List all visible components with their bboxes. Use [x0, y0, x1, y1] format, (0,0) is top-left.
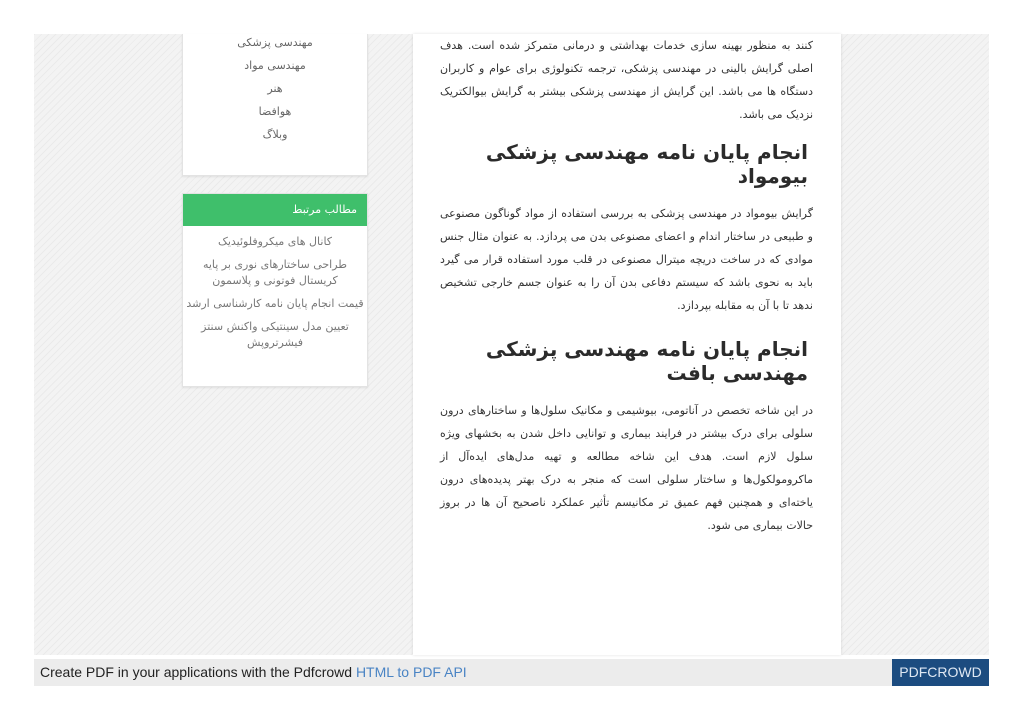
footer-message: Create PDF in your applications with the Pdfcrowd	[40, 664, 353, 680]
related-post-link[interactable]: طراحی ساختارهای نوری بر پایه کریستال فوتونی و پلاسمون	[202, 258, 348, 287]
category-item[interactable]: مهندسی مواد	[244, 59, 306, 72]
related-post-link[interactable]: تعیین مدل سینتیکی واکنش سنتز فیشرتروپش	[201, 320, 349, 349]
category-list	[183, 31, 367, 146]
related-posts-title: مطالب مرتبط	[183, 194, 367, 226]
related-post-link[interactable]: قیمت انجام پایان نامه کارشناسی ارشد	[186, 297, 364, 310]
category-item[interactable]: مهندسی پزشکی	[237, 36, 313, 49]
footer-text	[40, 659, 467, 686]
categories-widget	[182, 34, 368, 176]
related-posts-list	[183, 226, 367, 351]
related-posts-widget	[182, 193, 368, 387]
category-item[interactable]: هنر	[267, 82, 283, 95]
tissue-engineering-heading: انجام پایان نامه مهندسی پزشکی مهندسی بافت	[485, 337, 808, 385]
intro-paragraph: کنند به منظور بهینه سازی خدمات بهداشتی و درمانی متمرکز شده است. هدف اصلی گرایش بالینی در مهندسی پزشکی، ترجمه تکنولوژی برای عوام و کاربران دستگاه ها می باشد. این گرایش از مهندسی پزشکی بیشتر به گرایش بیوالکتریک نزدیک می باشد.	[440, 39, 813, 121]
tissue-engineering-paragraph: در این شاخه تخصص در آناتومی، بیوشیمی و مکانیک سلول‌ها و ساختارهای درون سلولی برای درک بیشتر در فرایند بیماری و توانایی داخل شدن به بخشهای ویژه سلول لازم است. هدف این شاخه مطالعه و تهیه مدل‌های ایده‌آل از ماکرومولکول‌ها و ساختار سلولی است که منجر به درک بهتر پدیده‌های درون یاخته‌ای و همچنین فهم عمیق تر مکانیسم تأثیر عملکرد ناصحیح آن ها در بروز حالات بیماری می شود.	[440, 404, 813, 532]
biomaterial-heading: انجام پایان نامه مهندسی پزشکی بیومواد	[485, 140, 808, 188]
footer-api-link[interactable]: HTML to PDF API	[355, 664, 467, 680]
category-item[interactable]: هوافضا	[258, 105, 292, 118]
pdfcrowd-brand-button[interactable]: PDFCROWD	[892, 659, 989, 686]
pdfcrowd-footer	[34, 659, 989, 686]
article-body	[440, 34, 813, 537]
related-post-link[interactable]: کانال های میکروفلوئیدیک	[217, 235, 333, 248]
category-item[interactable]: وبلاگ	[262, 128, 288, 141]
biomaterial-paragraph: گرایش بیومواد در مهندسی پزشکی به بررسی استفاده از مواد گوناگون مصنوعی و طبیعی در ساختار اندام و اعضای مصنوعی بدن می پردازد. به عنوان مثال جنس موادی که در ساخت دریچه میترال مصنوعی در قلب مورد استفاده قرار می گیرد باید به نحوی باشد که سیستم دفاعی بدن آن را به عنوان جسم خارجی تشخیص ندهد تا با آن به مقابله بپردازد.	[440, 207, 813, 312]
